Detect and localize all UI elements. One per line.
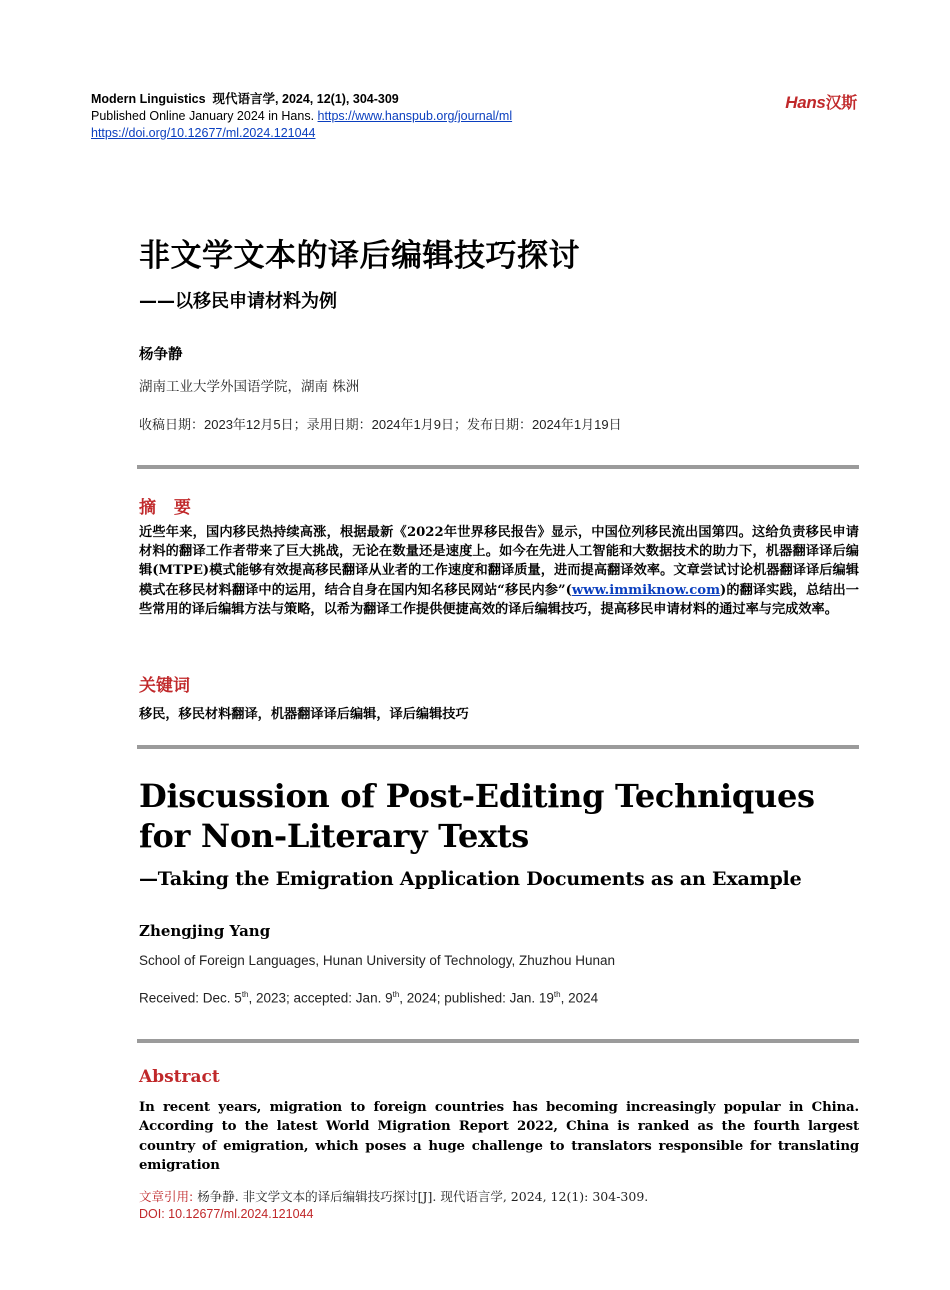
citation-text: 杨争静. 非文学文本的译后编辑技巧探讨[J]. 现代语言学, 2024, 12(1): 304-309. xyxy=(193,1189,649,1204)
divider xyxy=(137,745,859,749)
divider xyxy=(137,465,859,469)
abstract-heading-cn: 摘 要 xyxy=(139,498,197,518)
published-date: , 2024; published: Jan. 19 xyxy=(399,990,554,1006)
year-end: , 2024 xyxy=(560,990,599,1006)
citation-label: 文章引用: xyxy=(139,1189,194,1204)
abstract-cn xyxy=(139,523,859,619)
journal-url-link[interactable]: https://www.hanspub.org/journal/ml xyxy=(317,109,513,123)
doi-line: DOI: 10.12677/ml.2024.121044 xyxy=(139,1207,314,1221)
affiliation-cn: 湖南工业大学外国语学院，湖南 株洲 xyxy=(139,379,360,395)
journal-info-line xyxy=(91,91,512,108)
logo-latin: Hans xyxy=(785,93,826,112)
abstract-cn-text-1: 近些年来，国内移民热持续高涨，根据最新《2022年世界移民报告》显示，中国位列移民流出国第四。这给负责移民申请材料的翻译工作者带来了巨大挑战，无论在数量还是速度上。如今在先进人工智能和大数据技术的助力下，机器翻译译后编辑(MTPE)模式能够有效提高移民翻译从业者的工作速度和翻译质量，进而提高翻译效率。文章尝试讨论机器翻译译后编辑模式在移民材料翻译中的运用，结合自身在国内知名移民网站“移民内参”( xyxy=(139,525,859,598)
logo-cn: 汉斯 xyxy=(825,95,857,112)
dates-en xyxy=(139,990,598,1006)
ordinal-suffix: th xyxy=(392,990,400,999)
citation xyxy=(139,1187,648,1205)
author-cn: 杨争静 xyxy=(139,346,183,363)
divider xyxy=(137,1039,859,1043)
received-date: Received: Dec. 5 xyxy=(139,990,242,1006)
ordinal-suffix: th xyxy=(553,990,561,999)
page-title-cn: 非文学文本的译后编辑技巧探讨 xyxy=(139,238,580,274)
ordinal-suffix: th xyxy=(241,990,249,999)
accepted-date: , 2023; accepted: Jan. 9 xyxy=(248,990,393,1006)
journal-header xyxy=(91,91,512,142)
published-text: Published Online January 2024 in Hans. xyxy=(91,109,315,123)
affiliation-en: School of Foreign Languages, Hunan University of Technology, Zhuzhou Hunan xyxy=(139,953,616,968)
immiknow-link[interactable]: www.immiknow.com xyxy=(571,582,721,598)
journal-name-en: Modern Linguistics xyxy=(91,92,206,106)
dates-cn: 收稿日期：2023年12月5日；录用日期：2024年1月9日；发布日期：2024年1月19日 xyxy=(139,417,622,432)
page-title-en: Discussion of Post-Editing Techniques for Non-Literary Texts xyxy=(139,777,815,855)
abstract-cn-text-2: )的翻译实践，总结出一些常用的译后编辑方法与策略，以希为翻译工作提供便捷高效的译后编辑技巧，提高移民申请材料的通过率与完成效率。 xyxy=(139,582,859,617)
abstract-en: In recent years, migration to foreign countries has becoming increasingly popular in China. According to the latest World Migration Report 2022, China is ranked as the fourth largest country of emigration, which poses a huge challenge to translators responsible for translating emigration xyxy=(139,1100,859,1173)
abstract-heading-en: Abstract xyxy=(139,1067,220,1087)
published-line xyxy=(91,108,512,125)
subtitle-cn: ——以移民申请材料为例 xyxy=(139,291,337,312)
author-en: Zhengjing Yang xyxy=(139,922,271,940)
subtitle-en: —Taking the Emigration Application Documents as an Example xyxy=(139,868,802,890)
journal-info-cn: 现代语言学, 2024, 12(1), 304-309 xyxy=(212,92,399,106)
keywords-heading-cn: 关键词 xyxy=(139,676,190,696)
doi-url-link[interactable]: https://doi.org/10.12677/ml.2024.121044 xyxy=(91,126,316,140)
keywords-cn: 移民，移民材料翻译，机器翻译译后编辑，译后编辑技巧 xyxy=(139,707,469,722)
hans-logo xyxy=(785,90,857,113)
